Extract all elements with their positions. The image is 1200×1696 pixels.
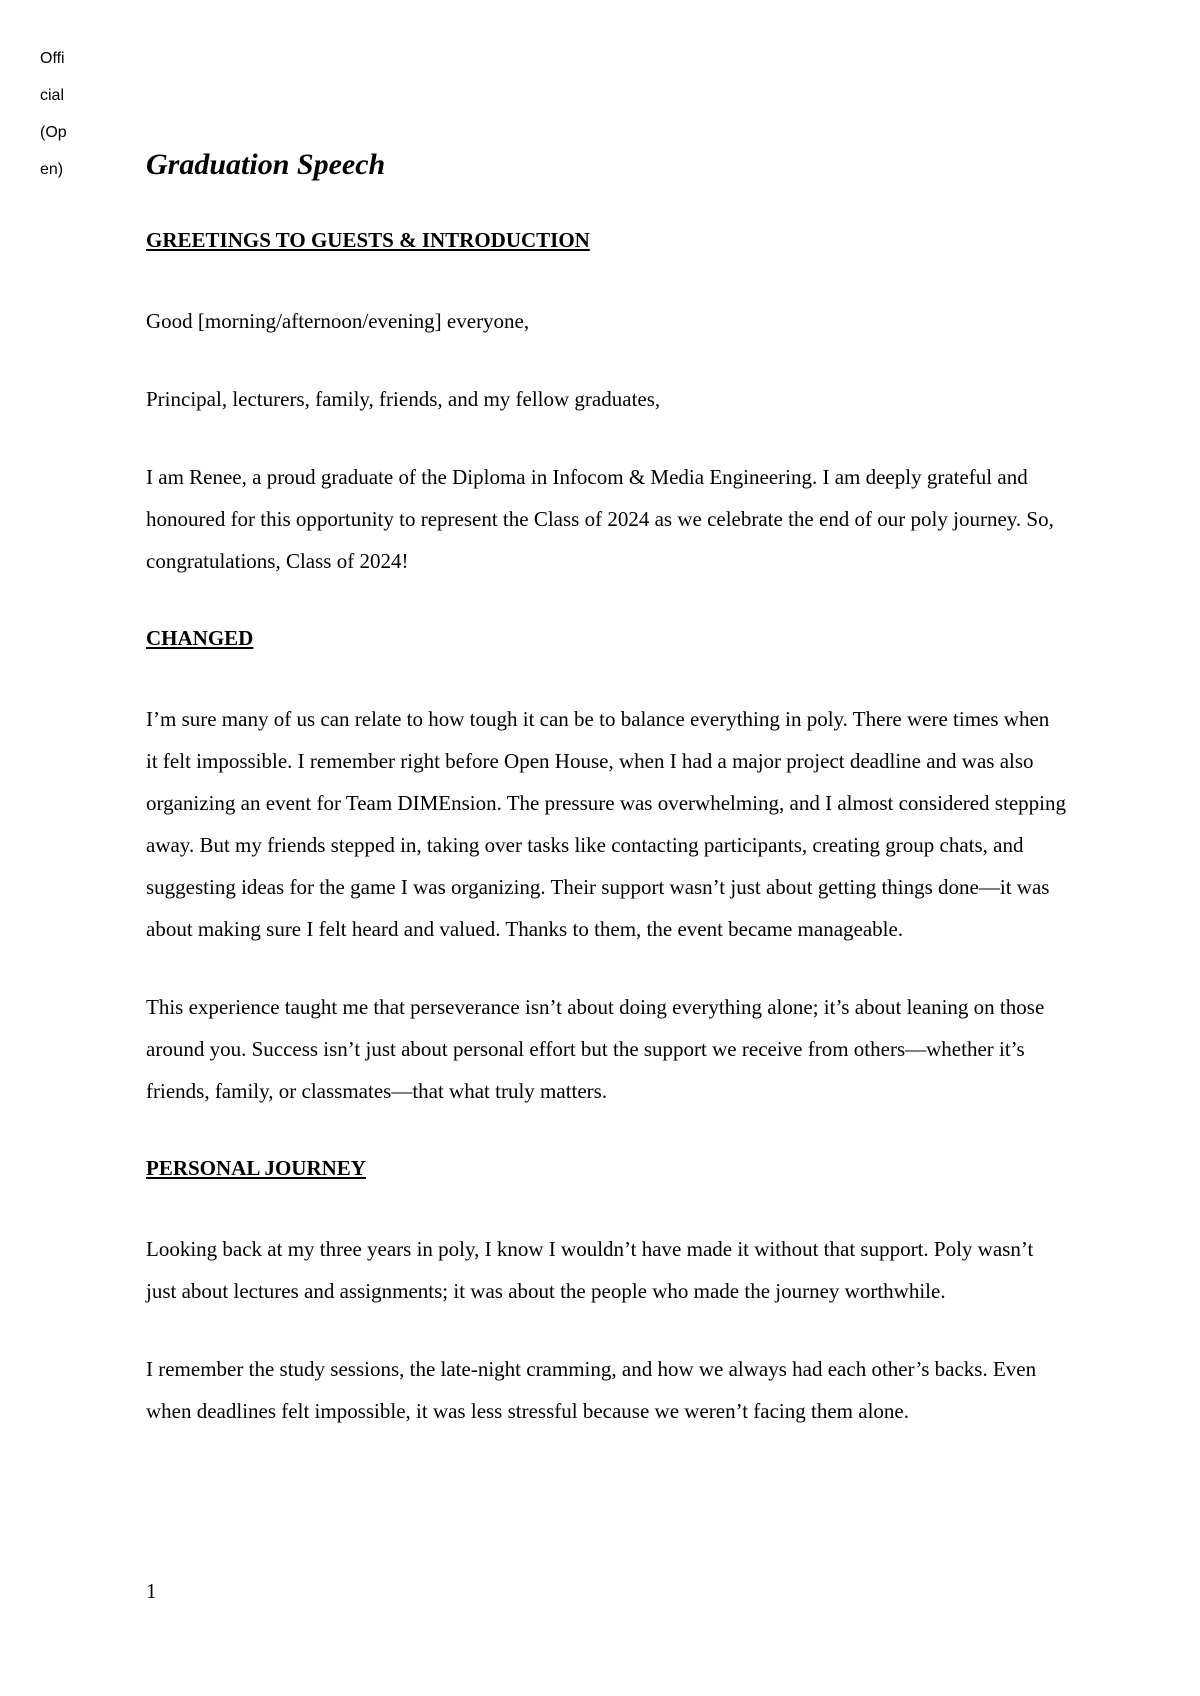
page-number: 1 [146, 1579, 157, 1603]
classification-line: en) [40, 161, 64, 178]
paragraph: I’m sure many of us can relate to how tough it can be to balance everything in poly. There were times when it felt impossible. I remember right before Open House, when I had a major project deadline and was also organizing an event for Team DIMEnsion. The pressure was overwhelming, and I almost considered stepping away. But my friends stepped in, taking over tasks like contacting participants, creating group chats, and suggesting ideas for the game I was organizing. Their support wasn’t just about getting things done—it was about making sure I felt heard and valued. Thanks to them, the event became manageable. [146, 707, 1066, 941]
section-heading-greetings: GREETINGS TO GUESTS & INTRODUCTION [146, 228, 590, 252]
classification-line: cial [40, 87, 65, 104]
paragraph: Looking back at my three years in poly, I know I wouldn’t have made it without that support. Poly wasn’t just about lectures and assignments; it was about the people who made the journey worthwhile. [146, 1237, 1034, 1303]
section-heading-changed: CHANGED [146, 626, 254, 650]
classification-line: (Op [40, 124, 67, 141]
classification-line: Offi [40, 50, 65, 67]
paragraph: This experience taught me that perseverance isn’t about doing everything alone; it’s about leaning on those around you. Success isn’t just about personal effort but the support we receive from others—whether it’s friends, family, or classmates—that what truly matters. [146, 995, 1045, 1103]
paragraph: Good [morning/afternoon/evening] everyone, [146, 309, 530, 333]
paragraph: I am Renee, a proud graduate of the Diploma in Infocom & Media Engineering. I am deeply grateful and honoured for this opportunity to represent the Class of 2024 as we celebrate the end of our poly journey. So, congratulations, Class of 2024! [146, 465, 1054, 573]
section-heading-personal-journey: PERSONAL JOURNEY [146, 1156, 366, 1180]
paragraph: Principal, lecturers, family, friends, and my fellow graduates, [146, 387, 661, 411]
document-body [146, 140, 1066, 1468]
paragraph: I remember the study sessions, the late-night cramming, and how we always had each other’s backs. Even when deadlines felt impossible, it was less stressful because we weren’t facing them alone. [146, 1357, 1037, 1423]
document-title: Graduation Speech [146, 148, 386, 181]
classification-label [40, 40, 80, 188]
